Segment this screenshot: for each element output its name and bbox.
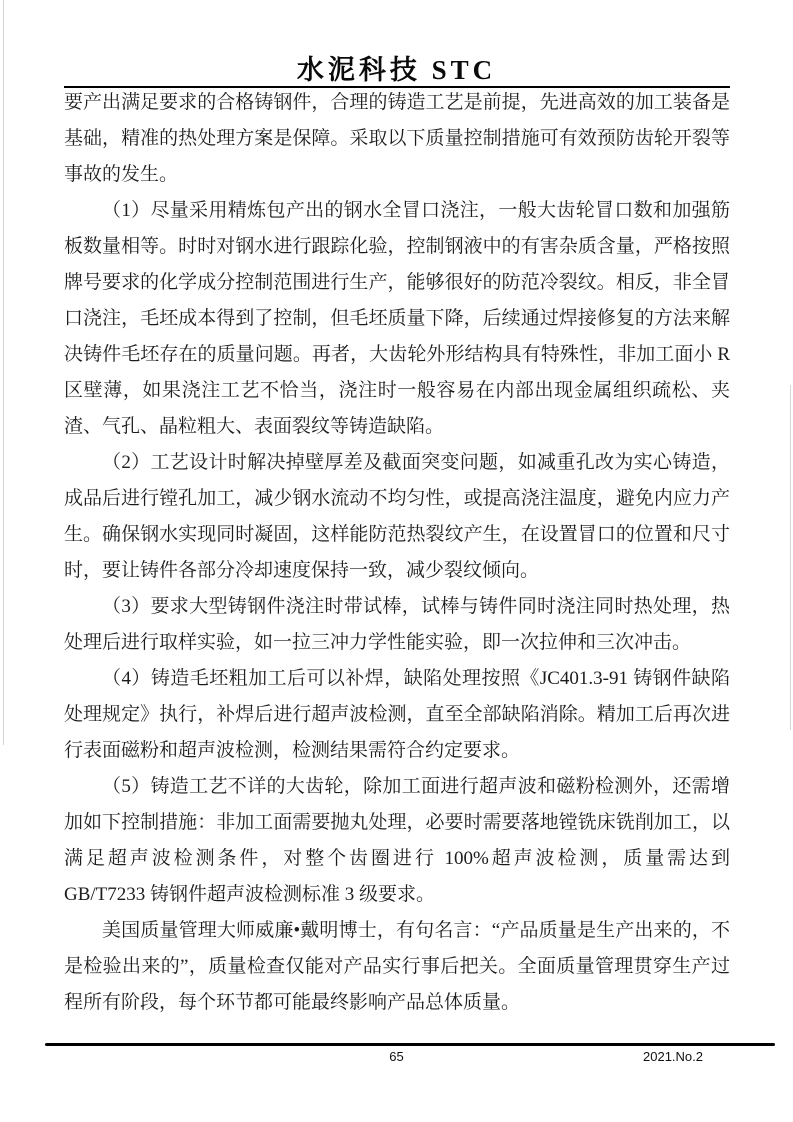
body-paragraph-item-3: （3）要求大型铸钢件浇注时带试棒，试棒与铸件同时浇注同时热处理，热处理后进行取样实验，如一拉三冲力学性能实验，即一次拉伸和三次冲击。 (64, 596, 730, 653)
body-paragraph-item-2: （2）工艺设计时解决掉壁厚差及截面突变问题，如减重孔改为实心铸造，成品后进行镗孔加工，减少钢水流动不均匀性，或提高浇注温度，避免内应力产生。确保钢水实现同时凝固，这样能防范热裂纹产生，在设置冒口的位置和尺寸时，要让铸件各部分冷却速度保持一致，减少裂纹倾向。 (64, 452, 730, 581)
issue-label: 2021.No.2 (643, 1049, 703, 1064)
scan-edge-artifact-right (790, 385, 791, 730)
journal-title: 水泥科技 STC (296, 55, 497, 85)
article-body (64, 85, 730, 1021)
body-paragraph-item-4: （4）铸造毛坯粗加工后可以补焊，缺陷处理按照《JC401.3-91 铸钢件缺陷处理规定》执行，补焊后进行超声波检测，直至全部缺陷消除。精加工后再次进行表面磁粉和超声波检测，检测结果需符合约定要求。 (64, 668, 730, 761)
footer-rule (45, 1043, 775, 1046)
body-paragraph: 要产出满足要求的合格铸钢件，合理的铸造工艺是前提，先进高效的加工装备是基础，精准的热处理方案是保障。采取以下质量控制措施可有效预防齿轮开裂等事故的发生。 (64, 92, 730, 185)
scan-edge-artifact-left (3, 0, 4, 745)
page-number: 65 (389, 1049, 404, 1064)
body-paragraph-item-1: （1）尽量采用精炼包产出的钢水全冒口浇注，一般大齿轮冒口数和加强筋板数量相等。时时对钢水进行跟踪化验，控制钢液中的有害杂质含量，严格按照牌号要求的化学成分控制范围进行生产，能够很好的防范冷裂纹。相反，非全冒口浇注，毛坯成本得到了控制，但毛坯质量下降，后续通过焊接修复的方法来解决铸件毛坯存在的质量问题。再者，大齿轮外形结构具有特殊性，非加工面小 R 区壁薄，如果浇注工艺不恰当，浇注时一般容易在内部出现金属组织疏松、夹渣、气孔、晶粒粗大、表面裂纹等铸造缺陷。 (64, 200, 730, 437)
body-paragraph-closing: 美国质量管理大师威廉•戴明博士，有句名言：“产品质量是生产出来的，不是检验出来的”，质量检查仅能对产品实行事后把关。全面质量管理贯穿生产过程所有阶段，每个环节都可能最终影响产品总体质量。 (64, 920, 730, 1013)
page-header (0, 48, 793, 87)
body-paragraph-item-5: （5）铸造工艺不详的大齿轮，除加工面进行超声波和磁粉检测外，还需增加如下控制措施：非加工面需要抛丸处理，必要时需要落地镗铣床铣削加工，以满足超声波检测条件，对整个齿圈进行 100%超声波检测，质量需达到 GB/T7233 铸钢件超声波检测标准 3 级要求。 (64, 776, 730, 905)
